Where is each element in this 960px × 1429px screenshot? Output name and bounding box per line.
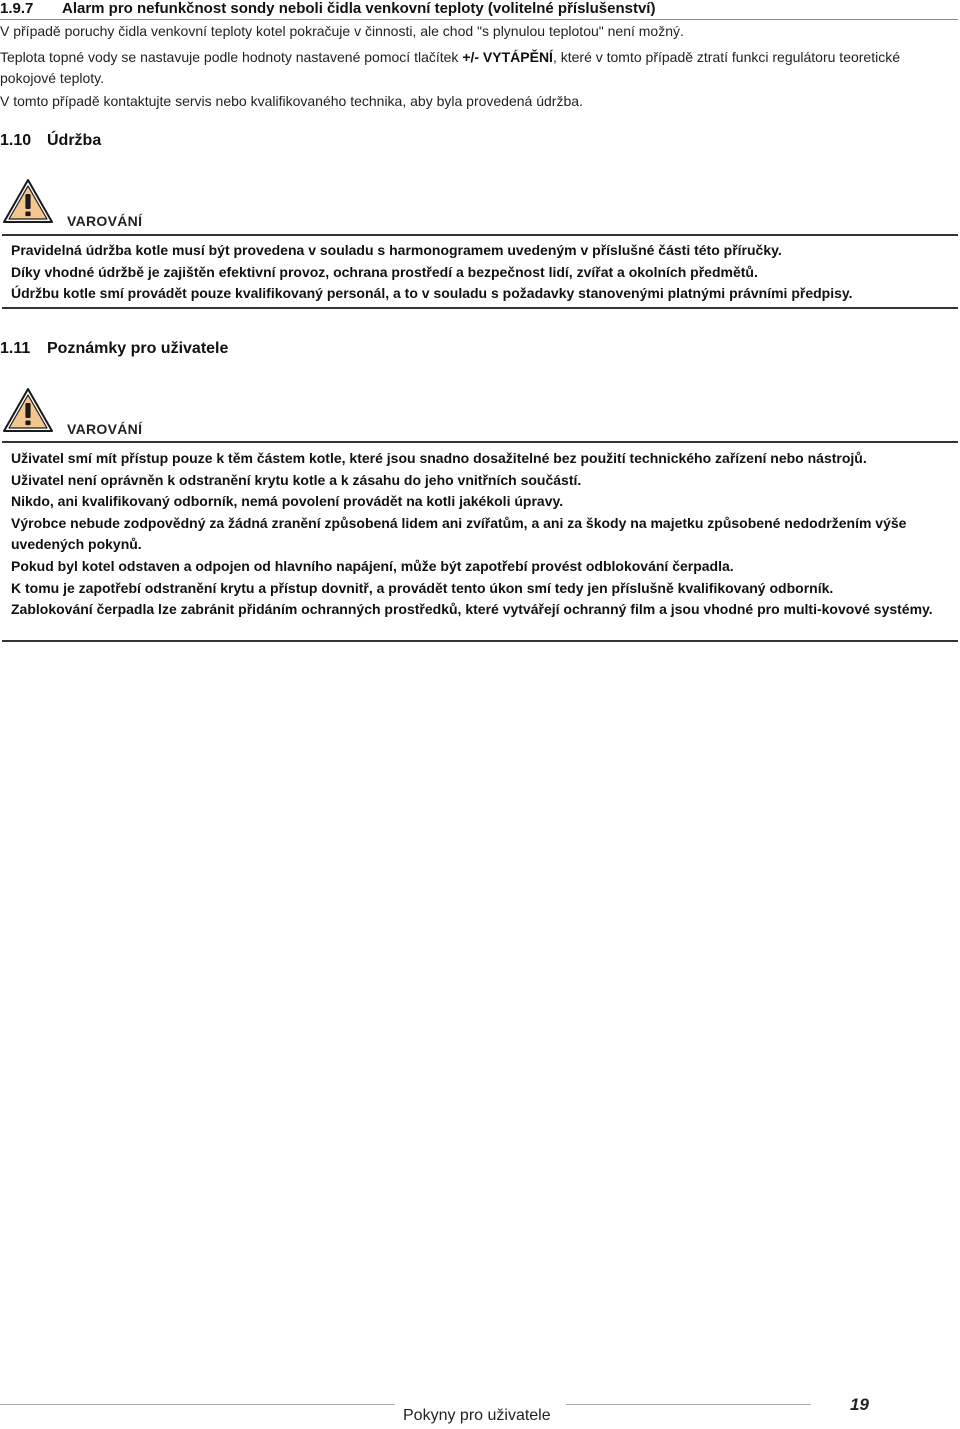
section-heading-1-11 [0,340,228,358]
warning-line: Nikdo, ani kvalifikovaný odborník, nemá povolení provádět na kotli jakékoli úpravy. [11,493,564,510]
paragraph-text: , které v tomto případě ztratí funkci regulátoru teoretické pokojové teploty. [0,49,901,86]
section-number: 1.11 [0,340,31,357]
warning-line: Údržbu kotle smí provádět pouze kvalifikovaný personál, a to v souladu s požadavky stanovenými platnými právními předpisy. [11,285,853,302]
warning-line: Výrobce nebude zodpovědný za žádná zranění způsobená lidem ani zvířatům, a ani za škody na majetku způsobené nedodržením výše uvedených pokynů. [11,515,907,553]
section-title: Alarm pro nefunkčnost sondy neboli čidla venkovní teploty (volitelné příslušenství) [62,0,656,17]
section-heading-1-10 [0,132,101,150]
section-title: Poznámky pro uživatele [47,340,229,357]
paragraph [0,47,958,89]
page-number: 19 [850,1395,869,1414]
footer-rule [0,1404,395,1405]
warning-top-rule [2,441,958,443]
section-number: 1.9.7 [0,0,34,17]
warning-line: Díky vhodné údržbě je zajištěn efektivní provoz, ochrana prostředí a bezpečnost lidí, zvířat a okolních předmětů. [11,263,758,280]
warning-line: Pokud byl kotel odstaven a odpojen od hlavního napájení, může být zapotřebí provést odblokování čerpadla. [11,558,734,575]
section-heading-1-9-7 [0,0,655,17]
warning-line: Pravidelná údržba kotle musí být provedena v souladu s harmonogramem uvedeným v příslušné části této příručky. [11,242,782,258]
warning-line: Uživatel není oprávněn k odstranění krytu kotle a k zásahu do jeho vnitřních součástí. [11,471,582,488]
section-title: Údržba [47,132,102,149]
warning-text-block [11,448,956,621]
warning-bottom-rule [2,307,958,309]
section-number: 1.10 [0,132,32,149]
heating-key-label: +/- VYTÁPĚNÍ [462,49,553,65]
warning-label: VAROVÁNÍ [67,213,143,229]
warning-triangle-icon [2,178,54,224]
footer-title: Pokyny pro uživatele [403,1407,551,1424]
warning-line: Uživatel smí mít přístup pouze k těm částem kotle, které jsou snadno dosažitelné bez použití technického zařízení nebo nástrojů. [11,450,867,466]
warning-line: Zablokování čerpadla lze zabránit přidáním ochranných prostředků, které vytvářejí ochranný film a jsou vhodné pro multi-kovové systémy. [11,601,933,618]
warning-line: K tomu je zapotřebí odstranění krytu a přístup dovnitř, a provádět tento úkon smí tedy jen příslušně kvalifikovaný odborník. [11,579,834,596]
footer-rule [566,1404,811,1405]
warning-top-rule [2,234,958,236]
warning-text-block [11,240,956,305]
warning-triangle-icon [2,387,54,433]
paragraph: V případě poruchy čidla venkovní teploty kotel pokračuje v činnosti, ale chod "s plynulou teplotou" není možný. [0,23,684,39]
heading-rule [0,19,958,20]
warning-label: VAROVÁNÍ [67,421,143,437]
paragraph-text: Teplota topné vody se nastavuje podle hodnoty nastavené pomocí tlačítek [0,49,463,65]
paragraph: V tomto případě kontaktujte servis nebo kvalifikovaného technika, aby byla provedená údržba. [0,93,583,109]
warning-bottom-rule [2,640,958,642]
